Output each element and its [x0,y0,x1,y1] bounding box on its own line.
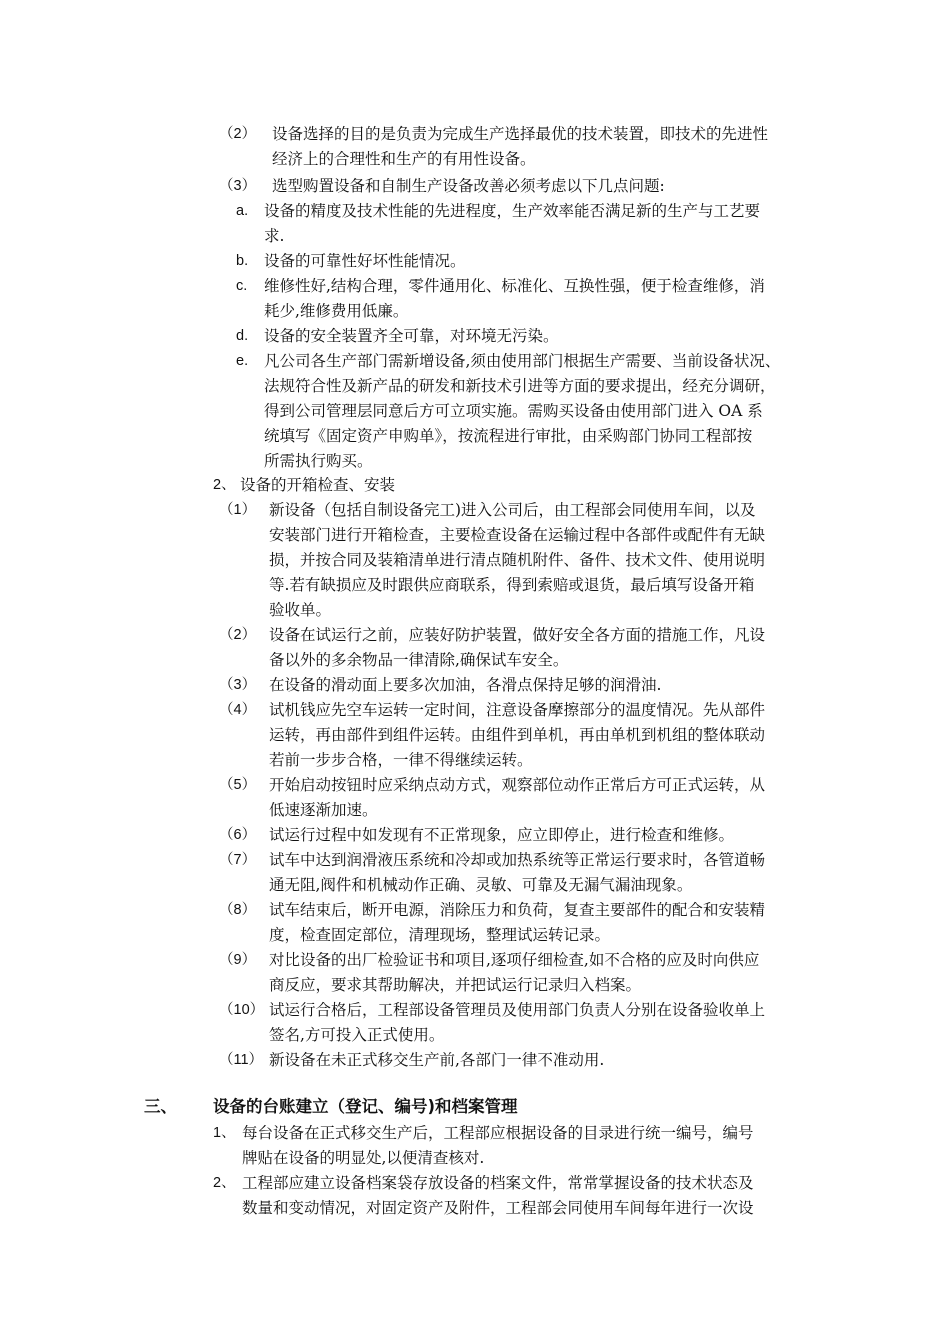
item-text-line: 运转，再由部件到组件运转。由组件到单机，再由单机到机组的整体联动 [269,726,766,744]
item-text-line: 签名,方可投入正式使用。 [269,1026,445,1044]
item-text-line: 设备选择的目的是负责为完成生产选择最优的技术装置，即技术的先进性 [272,125,769,143]
item-number: （4） [219,702,257,718]
item-number: （9） [219,952,257,968]
item-number: 2、 [213,1175,236,1191]
item-text-line: 经济上的合理性和生产的有用性设备。 [272,150,536,168]
item-text-line: 牌贴在设备的明显处,以便清查核对. [242,1149,485,1167]
item-number: e. [236,353,249,369]
item-text-line: 安装部门进行开箱检查，主要检查设备在运输过程中各部件或配件有无缺 [269,526,766,544]
item-number: c. [236,278,248,294]
item-text-line: 得到公司管理层同意后方可立项实施。需购买设备由使用部门进入 OA 系 [264,402,763,420]
item-text-line: 商反应，要求其帮助解决，并把试运行记录归入档案。 [269,976,642,994]
item-text-line: 对比设备的出厂检验证书和项目,逐项仔细检查,如不合格的应及时向供应 [269,951,760,969]
item-number: （8） [219,902,257,918]
item-text-line: 试车结束后，断开电源，消除压力和负荷，复查主要部件的配合和安装精 [269,901,766,919]
section-title: 设备的台账建立（登记、编号)和档案管理 [213,1097,518,1116]
section-number: 三、 [144,1097,177,1116]
item-text-line: 耗少,维修费用低廉。 [264,302,409,320]
item-text-line: 低速逐渐加速。 [269,801,378,819]
item-text-line: 备以外的多余物品一律清除,确保试车安全。 [269,651,569,669]
item-number: （10） [219,1002,265,1018]
item-text-line: 法规符合性及新产品的研发和新技术引进等方面的要求提出，经充分调研， [264,377,776,395]
item-text-line: 数量和变动情况，对固定资产及附件，工程部会同使用车间每年进行一次设 [242,1199,754,1217]
item-text-line: 设备的精度及技术性能的先进程度，生产效率能否满足新的生产与工艺要 [264,202,761,220]
item-text-line: 设备在试运行之前，应装好防护装置，做好安全各方面的措施工作，凡设 [269,626,766,644]
item-number: 2、 [213,477,236,493]
item-text-line: 在设备的滑动面上要多次加油，各滑点保持足够的润滑油. [269,676,662,694]
item-text-line: 设备的可靠性好坏性能情况。 [264,252,466,270]
item-text-line: 通无阻,阀件和机械动作正确、灵敏、可靠及无漏气漏油现象。 [269,876,693,894]
item-text-line: 设备的安全装置齐全可靠，对环境无污染。 [264,327,559,345]
item-number: （2） [219,126,257,142]
item-number: a. [236,203,249,219]
item-text-line: 新设备在未正式移交生产前,各部门一律不准动用. [269,1051,605,1069]
item-number: （11） [219,1052,264,1068]
item-text-line: 工程部应建立设备档案袋存放设备的档案文件，常常掌握设备的技术状态及 [242,1174,754,1192]
item-text-line: 所需执行购买。 [264,452,373,470]
item-text-line: 每台设备在正式移交生产后，工程部应根据设备的目录进行统一编号，编号 [242,1124,754,1142]
item-number: （2） [219,627,257,643]
item-text-line: 设备的开箱检查、安装 [240,476,396,494]
item-text-line: 求. [264,227,285,245]
item-text-line: 试机钱应先空车运转一定时间，注意设备摩擦部分的温度情况。先从部件 [269,701,766,719]
item-number: b. [236,253,249,269]
item-text-line: 验收单。 [269,601,332,619]
item-number: d. [236,328,249,344]
item-text-line: 凡公司各生产部门需新增设备,须由使用部门根据生产需要、当前设备状况、 [264,352,781,370]
item-text-line: 若前一步步合格，一律不得继续运转。 [269,751,533,769]
item-text-line: 统填写《固定资产申购单》，按流程进行审批，由采购部门协同工程部按 [264,427,753,445]
item-text-line: 试运行合格后，工程部设备管理员及使用部门负责人分别在设备验收单上 [269,1001,766,1019]
item-text-line: 度，检查固定部位，清理现场，整理试运转记录。 [269,926,611,944]
item-text-line: 选型购置设备和自制生产设备改善必须考虑以下几点问题: [272,177,665,195]
item-text-line: 等.若有缺损应及时跟供应商联系，得到索赔或退货，最后填写设备开箱 [269,576,755,594]
item-text-line: 试车中达到润滑液压系统和冷却或加热系统等正常运行要求时，各管道畅 [269,851,766,869]
item-number: （3） [219,178,257,194]
item-number: （3） [219,677,257,693]
item-text-line: 损，并按合同及装箱清单进行清点随机附件、备件、技术文件、使用说明 [269,551,766,569]
item-number: （6） [219,827,257,843]
item-text-line: 试运行过程中如发现有不正常现象，应立即停止，进行检查和维修。 [269,826,735,844]
item-number: （1） [219,502,257,518]
item-text-line: 开始启动按钮时应采纳点动方式，观察部位动作正常后方可正式运转，从 [269,776,766,794]
item-number: 1、 [213,1125,236,1141]
item-text-line: 维修性好,结构合理，零件通用化、标准化、互换性强，便于检查维修，消 [264,277,765,295]
item-text-line: 新设备（包括自制设备完工)进入公司后，由工程部会同使用车间，以及 [269,501,756,519]
item-number: （5） [219,777,257,793]
item-number: （7） [219,852,257,868]
